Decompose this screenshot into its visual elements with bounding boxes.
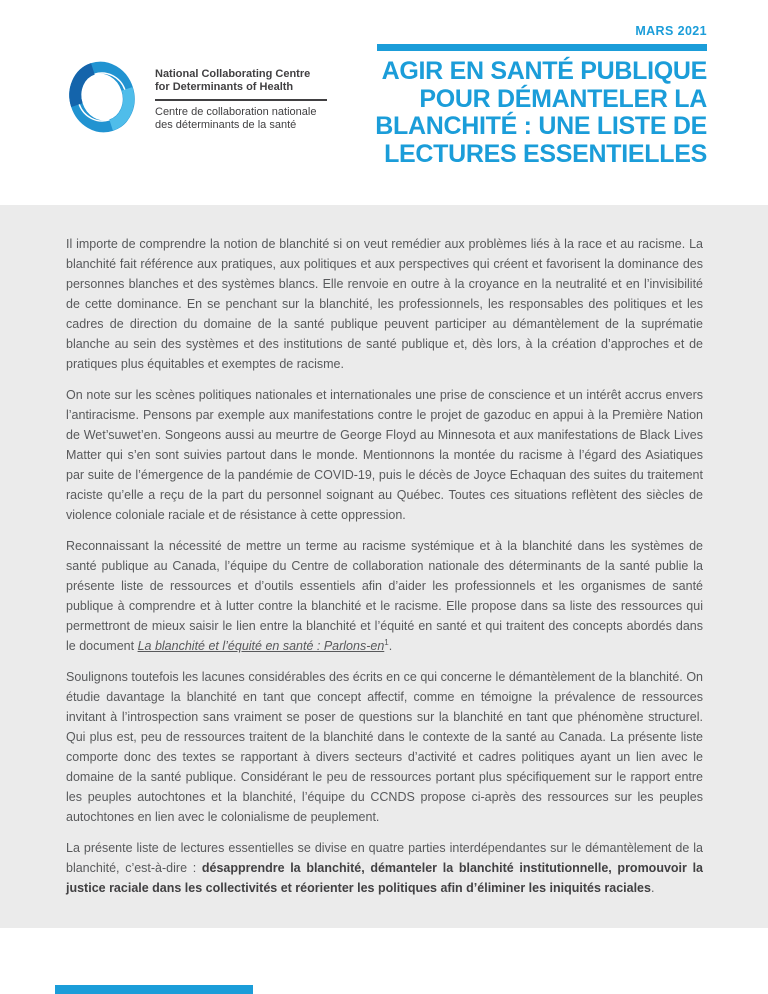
paragraph-5-end: . — [650, 881, 655, 895]
parlons-en-document-link[interactable]: La blanchité et l’équité en santé : Parlons-en — [137, 639, 385, 653]
page-title-line-1: AGIR EN SANTÉ PUBLIQUE — [381, 57, 707, 85]
org-name-fr-line-1: Centre de collaboration nationale — [155, 106, 317, 118]
paragraph-5-bold-themes: désapprendre la blanchité, démanteler la blanchité institutionnelle, promouvoir la justice raciale dans les collectivités et réorienter les politiques afin d’éliminer les iniquités raciales — [66, 861, 703, 895]
nccdh-swirl-icon — [62, 56, 142, 138]
document-footer — [0, 928, 768, 994]
page-title-line-4: LECTURES ESSENTIELLES — [384, 139, 707, 168]
org-name-fr-line-2: des déterminants de la santé — [155, 118, 297, 131]
document-header — [0, 0, 768, 205]
paragraph-contexte-antiracisme: On note sur les scènes politiques nationales et internationales une prise de conscience et un intérêt accrus envers l’antiracisme. Pensons par exemple aux manifestations contre le projet de gazoduc en appui à la Première Nation de Wet’suwet’en. Songeons aussi au meurtre de George Floyd au Minnesota et aux manifestations de Black Lives Matter qui s’en sont suivies partout dans le monde. Mentionnons la montée du racisme à l’égard des Asiatiques par suite de l’émergence de la pandémie de COVID-19, puis le décès de Joyce Echaquan des suites du traitement raciste qu’elle a reçu de la part du personnel soignant au Québec. Toutes ces situations reflètent des siècles de violence coloniale raciale et de résistance à cette oppression. — [66, 388, 703, 522]
paragraph-lacunes-ecrits: Soulignons toutefois les lacunes considérables des écrits en ce qui concerne le démantèlement de la blanchité. On étudie davantage la blanchité en tant que concept affectif, comme en témoigne la prévalence de ressources invitant à l’introspection sans vraiment se poser de questions sur la blanchité en tant que phénomène structurel. Qui plus est, peu de ressources traitent de la blanchité dans le contexte de la santé au Canada. La présente liste comporte donc des textes se rapportant à divers secteurs d’activité et cadres politiques ayant un lien avec le domaine de la santé publique. Considérant le peu de ressources portant plus spécifiquement sur le rapport entre les peuples autochtones et la blanchité, l’équipe du CCNDS propose ci-après des ressources sur les peuples autochtones en lien avec le colonialisme de peuplement. — [66, 670, 703, 824]
paragraph-quatre-parties — [66, 838, 703, 898]
paragraph-3-end: . — [388, 639, 393, 653]
org-name-en-line-2: for Determinants of Health — [155, 80, 294, 93]
issue-date: MARS 2021 — [635, 24, 707, 38]
title-accent-bar — [377, 44, 707, 51]
footnote-marker: 1 — [384, 637, 389, 647]
logo-text — [155, 56, 327, 131]
page-title — [375, 58, 707, 168]
paragraph-intro-blanchite: Il importe de comprendre la notion de blanchité si on veut remédier aux problèmes liés à la race et au racisme. La blanchité fait référence aux pratiques, aux politiques et aux perspectives qui créent et favorisent la dominance des personnes blanches et des systèmes blancs. Elle renvoie en outre à la croyance en la neutralité et en l’invisibilité de cette dominance. En se penchant sur la blanchité, les professionnels, les responsables des politiques et les cadres de direction du domaine de la santé publique peuvent participer au démantèlement de la suprématie blanche au sein des systèmes et des institutions de santé publique et, dès lors, à la création d’approches et de pratiques plus équitables et exemptes de racisme. — [66, 237, 703, 371]
footer-accent-bar — [55, 985, 253, 994]
paragraph-5-text: La présente liste de lectures essentielles se divise en quatre parties interdépendantes sur le démantèlement de la blanchité, c’est-à-dire : — [66, 841, 703, 875]
org-name-en-line-1: National Collaborating Centre — [155, 68, 311, 80]
page-title-line-2: POUR DÉMANTELER LA — [419, 84, 707, 113]
logo-divider — [155, 99, 327, 101]
document-body — [0, 205, 768, 928]
paragraph-3-text: Reconnaissant la nécessité de mettre un terme au racisme systémique et à la blanchité dans les systèmes de santé publique au Canada, l’équipe du Centre de collaboration nationale des déterminants de la santé publie la présente liste de ressources et d’outils essentiels afin d’aider les professionnels et les organismes de santé publique à comprendre et à lutter contre la blanchité et le racisme. Elle propose dans sa liste des ressources qui permettront de mieux saisir le lien entre la blanchité et l’équité en santé et qui traitent des concepts abordés dans le document — [66, 539, 703, 653]
nccdh-logo — [62, 56, 327, 138]
page-title-line-3: BLANCHITÉ : UNE LISTE DE — [375, 112, 707, 140]
paragraph-liste-ressources — [66, 536, 703, 656]
